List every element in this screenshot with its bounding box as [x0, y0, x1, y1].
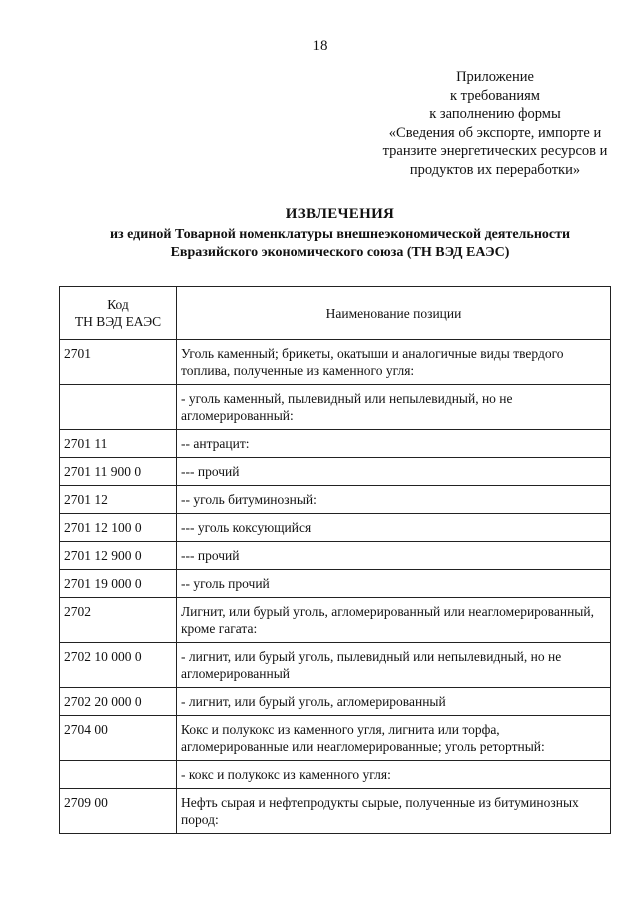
code-cell: 2701 11 900 0: [60, 458, 177, 486]
code-cell: 2702: [60, 598, 177, 643]
name-cell: - лигнит, или бурый уголь, пылевидный или непылевидный, но не агломерированный: [177, 643, 611, 688]
annex-line: к заполнению формы: [429, 106, 561, 122]
tnved-table: [59, 286, 611, 834]
code-cell: 2701: [60, 340, 177, 385]
name-cell: --- уголь коксующийся: [177, 514, 611, 542]
document-title: ИЗВЛЕЧЕНИЯ: [285, 206, 395, 222]
table-row: [60, 789, 611, 834]
annex-line: «Сведения об экспорте, импорте и: [388, 124, 602, 141]
table-row: [60, 486, 611, 514]
header-code-line: ТН ВЭД ЕАЭС: [74, 314, 162, 329]
page-number: 18: [312, 38, 328, 54]
table-row: [60, 598, 611, 643]
name-cell: Уголь каменный; брикеты, окатыши и аналогичные виды твердого топлива, полученные из каменного угля:: [177, 340, 611, 385]
name-cell: --- прочий: [177, 458, 611, 486]
column-header-code: [60, 287, 177, 340]
column-header-name: Наименование позиции: [177, 287, 611, 340]
table-header-row: [60, 287, 611, 340]
code-cell: 2704 00: [60, 716, 177, 761]
code-cell: 2701 12 900 0: [60, 542, 177, 570]
code-cell: 2709 00: [60, 789, 177, 834]
annex-note: [345, 68, 640, 179]
annex-line: Приложение: [456, 69, 534, 85]
table-row: [60, 643, 611, 688]
table-row: [60, 340, 611, 385]
name-cell: - уголь каменный, пылевидный или непылевидный, но не агломерированный:: [177, 385, 611, 430]
header-code-line: Код: [107, 297, 129, 312]
name-cell: - кокс и полукокс из каменного угля:: [177, 761, 611, 789]
table-row: [60, 570, 611, 598]
name-cell: Кокс и полукокс из каменного угля, лигнита или торфа, агломерированные или неагломерированные; уголь ретортный:: [177, 716, 611, 761]
table-row: [60, 430, 611, 458]
code-cell: 2701 12 100 0: [60, 514, 177, 542]
code-cell: 2702 20 000 0: [60, 688, 177, 716]
annex-line: транзите энергетических ресурсов и: [382, 143, 608, 159]
annex-line: продуктов их переработки»: [409, 161, 581, 178]
name-cell: -- уголь прочий: [177, 570, 611, 598]
table-row: [60, 385, 611, 430]
code-cell: 2702 10 000 0: [60, 643, 177, 688]
name-cell: --- прочий: [177, 542, 611, 570]
subtitle-line: Евразийского экономического союза (ТН ВЭД ЕАЭС): [170, 245, 510, 260]
document-subtitle: [40, 226, 640, 262]
table-row: [60, 716, 611, 761]
annex-line: к требованиям: [450, 87, 540, 104]
table-row: [60, 542, 611, 570]
table-row: [60, 458, 611, 486]
table-row: [60, 514, 611, 542]
name-cell: - лигнит, или бурый уголь, агломерированный: [177, 688, 611, 716]
code-cell: 2701 19 000 0: [60, 570, 177, 598]
document-heading: [40, 206, 640, 262]
subtitle-line: из единой Товарной номенклатуры внешнеэкономической деятельности: [109, 227, 571, 242]
name-cell: Нефть сырая и нефтепродукты сырые, полученные из битуминозных пород:: [177, 789, 611, 834]
code-cell: 2701 12: [60, 486, 177, 514]
name-cell: Лигнит, или бурый уголь, агломерированный или неагломерированный, кроме гагата:: [177, 598, 611, 643]
table-row: [60, 688, 611, 716]
code-cell: [60, 385, 177, 430]
table-row: [60, 761, 611, 789]
name-cell: -- антрацит:: [177, 430, 611, 458]
code-cell: [60, 761, 177, 789]
code-cell: 2701 11: [60, 430, 177, 458]
name-cell: -- уголь битуминозный:: [177, 486, 611, 514]
